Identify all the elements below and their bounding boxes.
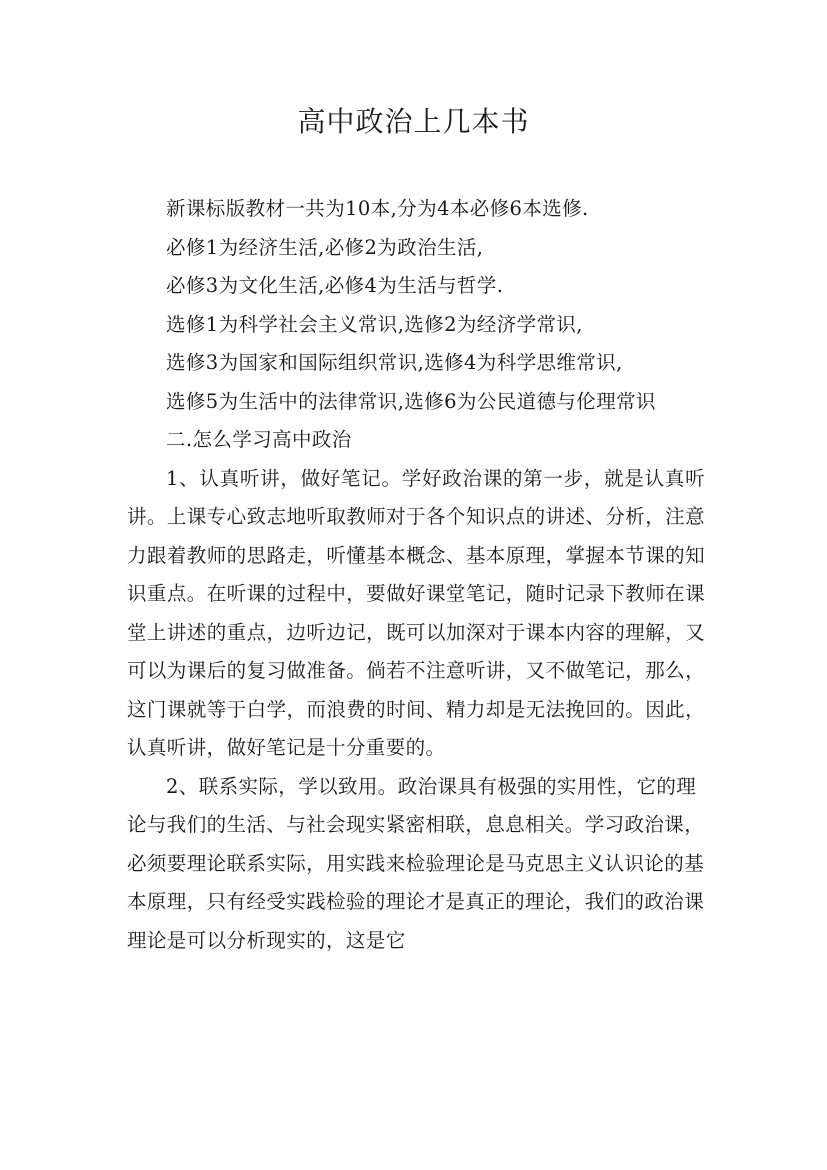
document-title: 高中政治上几本书: [297, 105, 530, 138]
paragraph-elective-5-6: 选修5为生活中的法律常识,选修6为公民道德与伦理常识: [166, 389, 656, 413]
section-heading-how-to-study: 二.怎么学习高中政治: [166, 428, 352, 451]
paragraph-textbook-count: 新课标版教材一共为10本,分为4本必修6本选修.: [166, 197, 589, 220]
paragraph-link-to-practice: 2、联系实际，学以致用。政治课具有极强的实用性，它的理论与我们的生活、与社会现实紧密相联，息息相关。学习政治课，必须要理论联系实际，用实践来检验理论是马克思主义认识论的基本原理，只有经受实践检验的理论才是真正的理论，我们的政治课理论是可以分析现实的，这是它: [127, 774, 705, 952]
paragraph-elective-3-4: 选修3为国家和国际组织常识,选修4为科学思维常识,: [166, 351, 623, 374]
paragraph-elective-1-2: 选修1为科学社会主义常识,选修2为经济学常识,: [166, 312, 583, 336]
document-body: [127, 190, 705, 960]
paragraph-required-1-2: 必修1为经济生活,必修2为政治生活,: [166, 235, 484, 259]
paragraph-required-3-4: 必修3为文化生活,必修4为生活与哲学.: [166, 274, 504, 297]
paragraph-listen-and-take-notes: 1、认真听讲，做好笔记。学好政治课的第一步，就是认真听讲。上课专心致志地听取教师对于各个知识点的讲述、分析，注意力跟着教师的思路走，听懂基本概念、基本原理，掌握本节课的知识重点。在听课的过程中，要做好课堂笔记，随时记录下教师在课堂上讲述的重点，边听边记，既可以加深对于课本内容的理解，又可以为课后的复习做准备。倘若不注意听讲，又不做笔记，那么，这门课就等于白学，而浪费的时间、精力却是无法挽回的。因此，认真听讲，做好笔记是十分重要的。: [127, 466, 705, 759]
